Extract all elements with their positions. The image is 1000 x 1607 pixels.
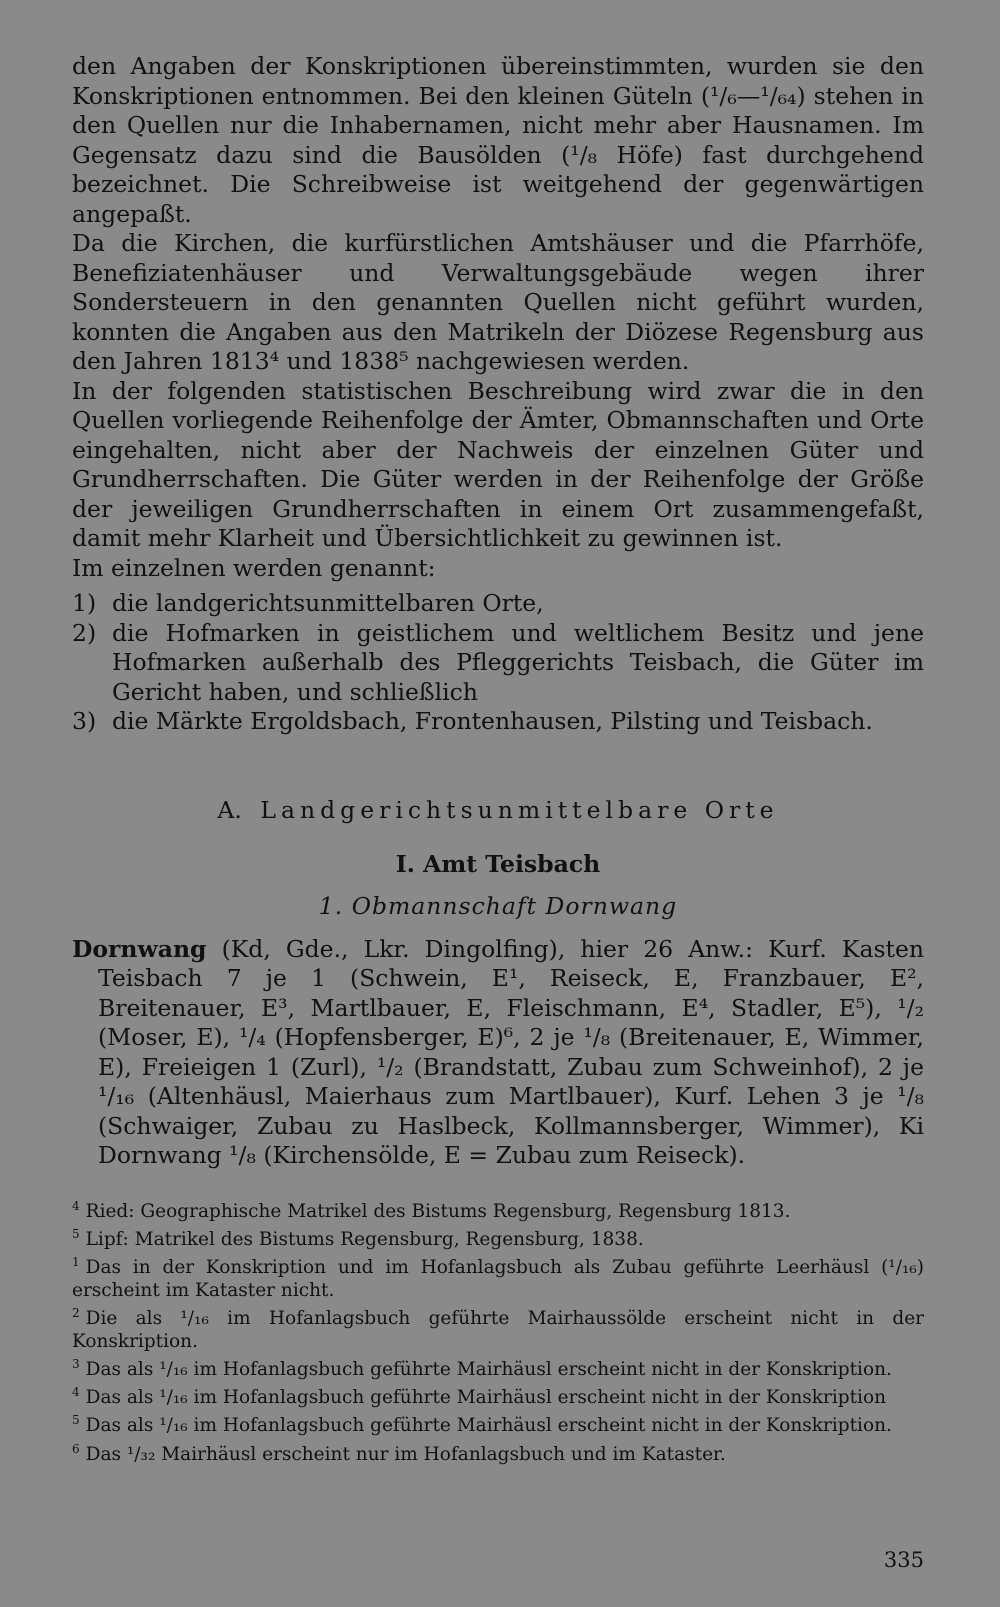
place-name: Dornwang [72,934,207,963]
footnote-text: Das als ¹/₁₆ im Hofanlagsbuch geführte Mairhäusl erscheint nicht in der Konskription. [85,1359,892,1381]
section-heading [72,795,924,825]
list-item-number: 1) [72,589,97,617]
amt-heading: I. Amt Teisbach [395,849,601,878]
place-entry [72,935,924,1171]
list-item-text: die landgerichtsunmittelbaren Orte, [112,589,544,617]
footnote-text: Die als ¹/₁₆ im Hofanlagsbuch geführte Mairhaussölde erscheint nicht in der Konskription. [72,1308,924,1353]
intro-paragraph-1: den Angaben der Konskriptionen übereinstimmten, wurden sie den Konskriptionen entnommen. Bei den kleinen Güteln (¹/₆—¹/₆₄) stehen in den Quellen nur die Inhabernamen, nicht mehr aber Hausnamen. Im Gegensatz dazu sind die Bausölden (¹/₈ Höfe) fast durchgehend bezeichnet. Die Schreibweise ist weitgehend der gegenwärtigen angepaßt. [72,52,924,228]
footnote-text: Das als ¹/₁₆ im Hofanlagsbuch geführte Mairhäusl erscheint nicht in der Konskription. [85,1415,892,1437]
footnote [72,1381,924,1409]
list-item-text: die Märkte Ergoldsbach, Frontenhausen, Pilsting und Teisbach. [112,707,873,735]
list-item [72,707,924,737]
list-item [72,589,924,619]
footnote-mark: 3 [72,1357,80,1372]
footnote [72,1302,924,1353]
list-item-number: 2) [72,618,97,647]
footnote [72,1251,924,1302]
list-item-number: 3) [72,707,97,735]
list-item-text: die Hofmarken in geistlichem und weltlichem Besitz und jene Hofmarken außerhalb des Pfleggerichts Teisbach, die Güter im Gericht haben, und schließlich [112,618,924,706]
footnote-text: Lipf: Matrikel des Bistums Regensburg, Regensburg, 1838. [85,1228,644,1250]
intro-paragraph-4: Im einzelnen werden genannt: [72,553,436,582]
footnote [72,1438,924,1466]
footnote-text: Das ¹/₃₂ Mairhäusl erscheint nur im Hofanlagsbuch und im Kataster. [85,1443,726,1465]
footnote-mark: 4 [72,1385,80,1400]
footnote-text: Das in der Konskription und im Hofanlagsbuch als Zubau geführte Leerhäusl (¹/₁₆) erscheint im Kataster nicht. [72,1256,924,1301]
footnote-text: Ried: Geographische Matrikel des Bistums Regensburg, Regensburg 1813. [85,1200,791,1222]
document-page [72,52,924,1572]
footnote-text: Das als ¹/₁₆ im Hofanlagsbuch geführte Mairhäusl erscheint nicht in der Konskription [85,1387,887,1409]
footnote-mark: 5 [72,1413,80,1428]
intro-paragraph-2: Da die Kirchen, die kurfürstlichen Amtshäuser und die Pfarrhöfe, Benefiziatenhäuser und Verwaltungsgebäude wegen ihrer Sondersteuern in den genannten Quellen nicht geführt wurden, konnten die Angaben aus den Matrikeln der Diözese Regensburg aus den Jahren 1813⁴ und 1838⁵ nachgewiesen werden. [72,229,924,375]
list-item [72,619,924,708]
obmannschaft-heading: 1. Obmannschaft Dornwang [318,891,678,920]
footnote [72,1195,924,1223]
footnote [72,1223,924,1251]
footnote-mark: 1 [72,1254,80,1269]
intro-paragraph-3: In der folgenden statistischen Beschreibung wird zwar die in den Quellen vorliegende Reihenfolge der Ämter, Obmannschaften und Orte eingehalten, nicht aber der Nachweis der einzelnen Güter und Grundherrschaften. Die Güter werden in der Reihenfolge der Größe der jeweiligen Grundherrschaften in einem Ort zusammengefaßt, damit mehr Klarheit und Übersichtlichkeit zu gewinnen ist. [72,376,924,552]
section-letter: A. [217,795,242,824]
footnote-mark: 4 [72,1198,80,1213]
footnote [72,1409,924,1437]
footnote-mark: 2 [72,1305,80,1320]
footnote-mark: 6 [72,1441,80,1456]
enumeration-list [72,589,924,737]
section-title-text: Landgerichtsunmittelbare Orte [260,795,779,824]
footnote [72,1353,924,1381]
page-number: 335 [883,1548,924,1572]
place-entry-text: (Kd, Gde., Lkr. Dingolfing), hier 26 Anw.: Kurf. Kasten Teisbach 7 je 1 (Schwein, E¹, Reiseck, E, Franzbauer, E², Breitenauer, E³, Martlbauer, E, Fleischmann, E⁴, Stadler, E⁵), ¹/₂ (Moser, E), ¹/₄ (Hopfensberger, E)⁶, 2 je ¹/₈ (Breitenauer, E, Wimmer, E), Freieigen 1 (Zurl), ¹/₂ (Brandstatt, Zubau zum Schweinhof), 2 je ¹/₁₆ (Altenhäusl, Maierhaus zum Martlbauer), Kurf. Lehen 3 je ¹/₈ (Schwaiger, Zubau zu Haslbeck, Kollmannsberger, Wimmer), Ki Dornwang ¹/₈ (Kirchensölde, E = Zubau zum Reiseck). [98,934,924,1169]
footnotes [72,1195,924,1466]
footnote-mark: 5 [72,1226,80,1241]
